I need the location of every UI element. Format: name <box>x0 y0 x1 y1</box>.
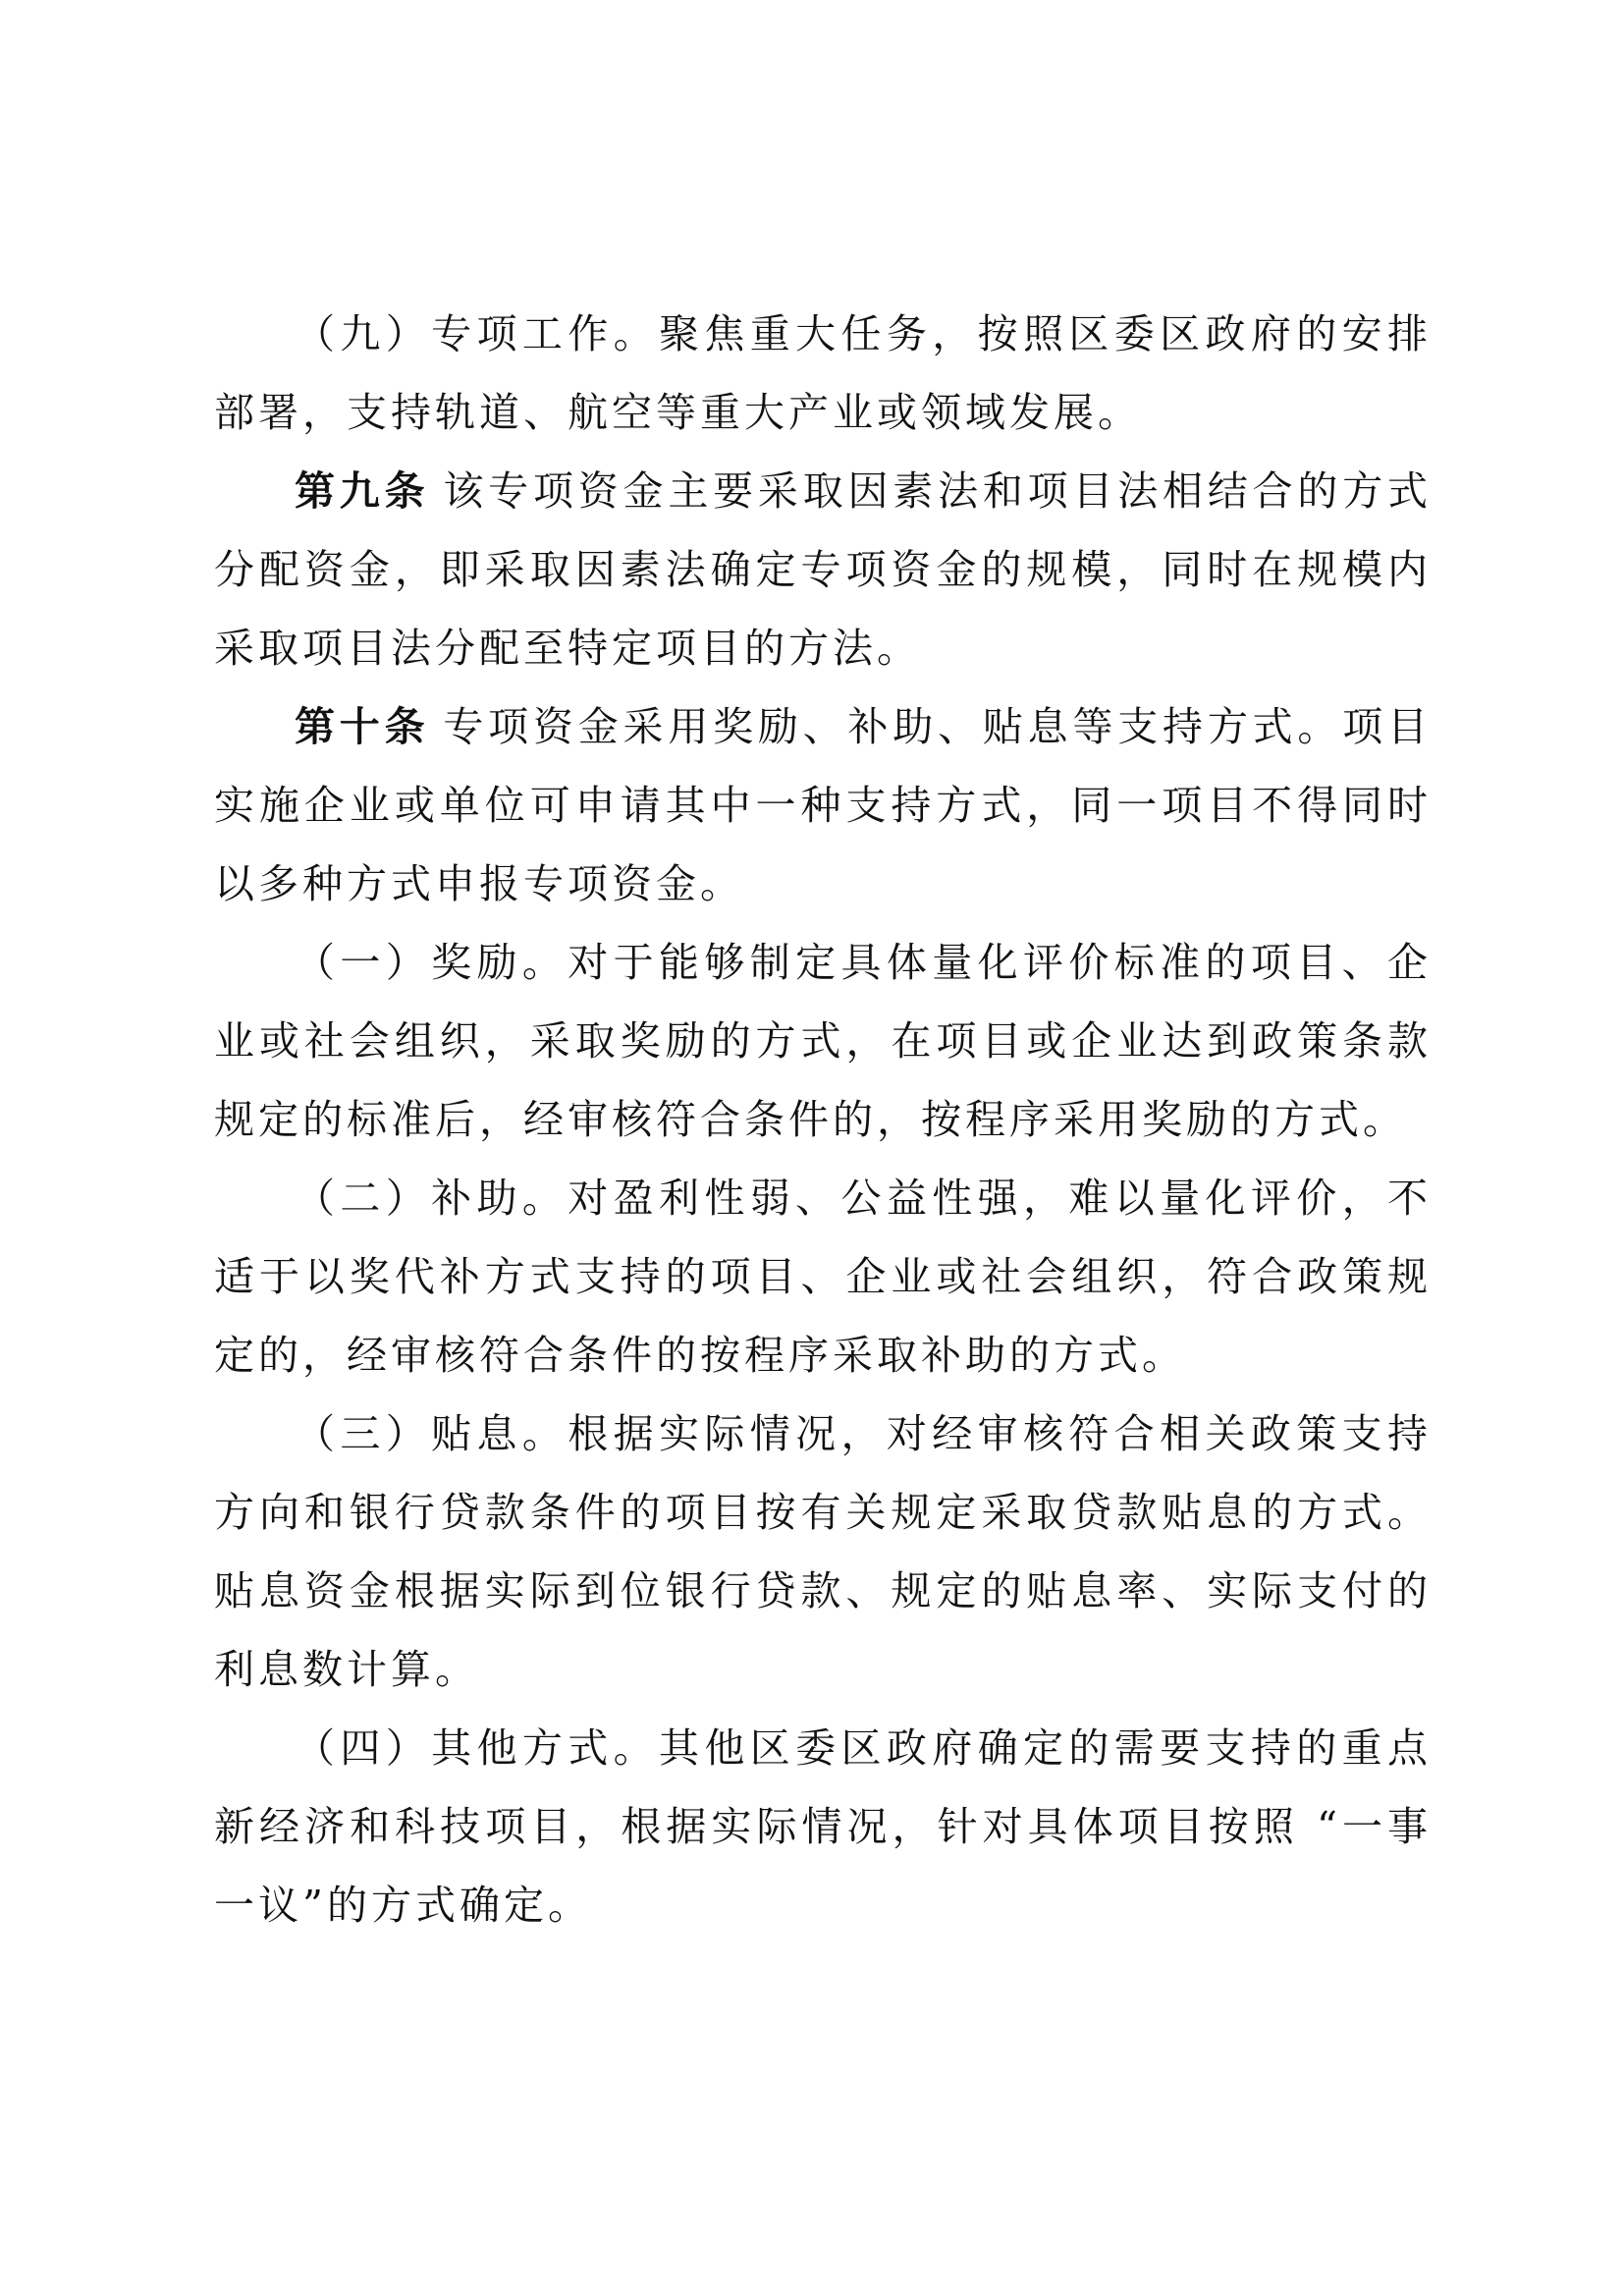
paragraph-article-10 <box>214 687 1432 923</box>
paragraph-text: （四）其他方式。其他区委区政府确定的需要支持的重点新经济和科技项目，根据实际情况，针对具体项目按照 “一事一议”的方式确定。 <box>214 1724 1432 1929</box>
paragraph-article-9 <box>214 452 1432 687</box>
paragraph-item-1 <box>214 923 1432 1159</box>
paragraph-item-9 <box>214 295 1432 452</box>
paragraph-text: （九）专项工作。聚焦重大任务，按照区委区政府的安排部署，支持轨道、航空等重大产业或领域发展。 <box>214 310 1432 436</box>
paragraph-item-4 <box>214 1709 1432 1944</box>
paragraph-text: （三）贴息。根据实际情况，对经审核符合相关政策支持方向和银行贷款条件的项目按有关规定采取贷款贴息的方式。贴息资金根据实际到位银行贷款、规定的贴息率、实际支付的利息数计算。 <box>214 1410 1432 1693</box>
document-body <box>214 295 1432 1944</box>
paragraph-item-3 <box>214 1394 1432 1709</box>
paragraph-text: （一）奖励。对于能够制定具体量化评价标准的项目、企业或社会组织，采取奖励的方式，在项目或企业达到政策条款规定的标准后，经审核符合条件的，按程序采用奖励的方式。 <box>214 939 1432 1143</box>
paragraph-text: 该专项资金主要采取因素法和项目法相结合的方式分配资金，即采取因素法确定专项资金的规模，同时在规模内采取项目法分配至特定项目的方法。 <box>214 467 1432 672</box>
article-heading: 第九条 <box>295 467 430 515</box>
paragraph-text: 专项资金采用奖励、补助、贴息等支持方式。项目实施企业或单位可申请其中一种支持方式，同一项目不得同时以多种方式申报专项资金。 <box>214 703 1432 907</box>
paragraph-item-2 <box>214 1159 1432 1394</box>
article-heading: 第十条 <box>295 703 430 750</box>
paragraph-text: （二）补助。对盈利性弱、公益性强，难以量化评价，不适于以奖代补方式支持的项目、企业或社会组织，符合政策规定的，经审核符合条件的按程序采取补助的方式。 <box>214 1175 1432 1379</box>
